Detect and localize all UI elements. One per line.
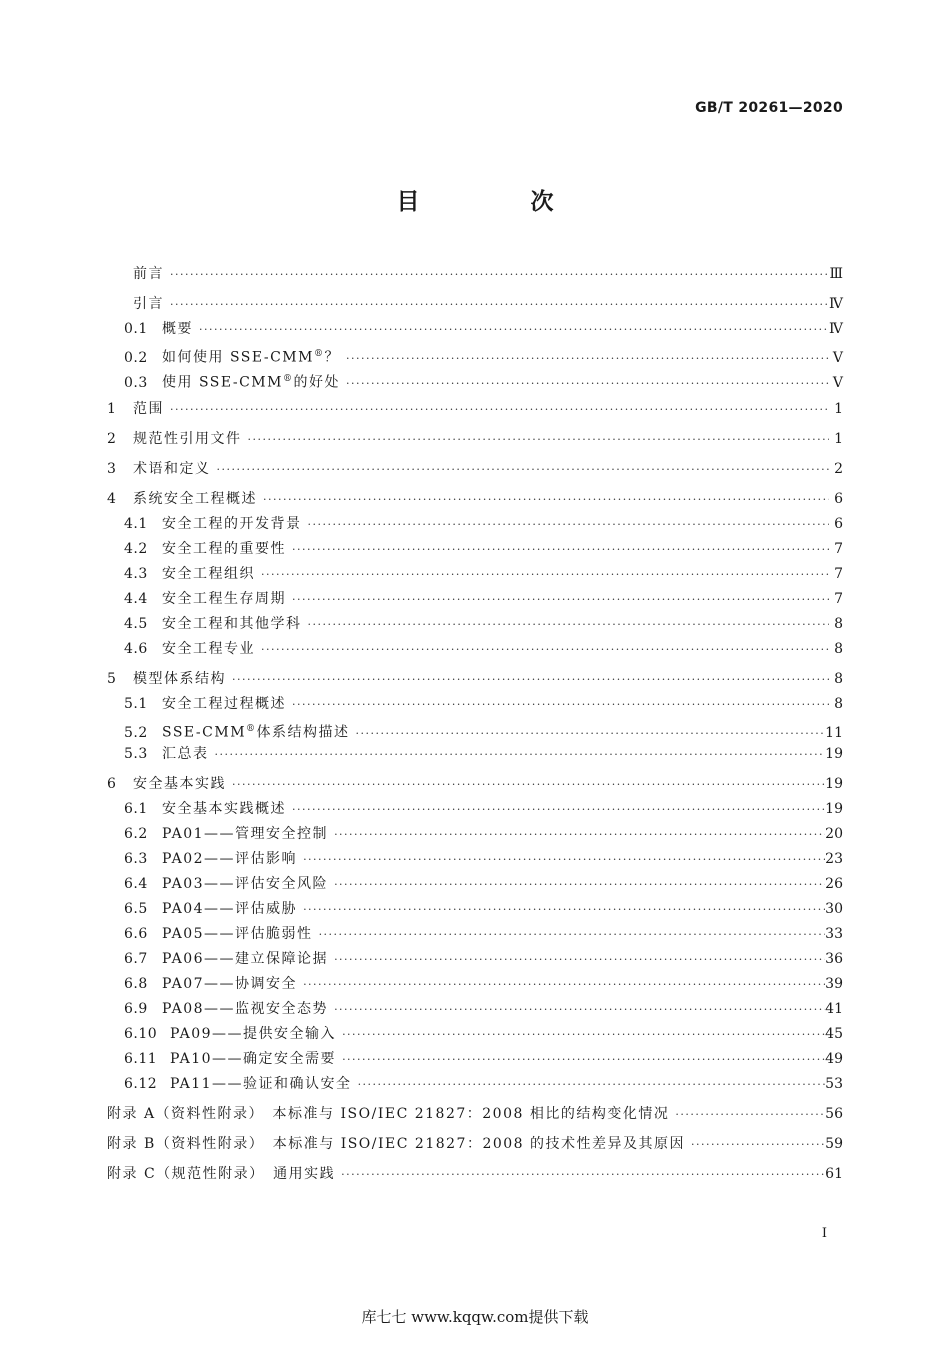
- toc-entry-page: 19: [825, 801, 843, 817]
- table-of-contents: [107, 262, 843, 1187]
- toc-entry[interactable]: [107, 897, 843, 922]
- toc-dot-leader: [259, 637, 829, 662]
- toc-entry-page: 39: [825, 976, 843, 992]
- toc-entry-page: 23: [825, 851, 843, 867]
- toc-entry[interactable]: [107, 397, 843, 422]
- toc-entry-number: 4.2: [124, 541, 148, 557]
- toc-dot-leader: [332, 947, 825, 972]
- toc-entry[interactable]: [107, 1047, 843, 1072]
- toc-entry-label: 安全工程的开发背景: [162, 516, 302, 532]
- toc-entry-number: 4.5: [124, 616, 148, 632]
- toc-entry-page: 19: [825, 776, 843, 792]
- toc-entry-label: 模型体系结构: [133, 671, 226, 687]
- toc-entry-label: 系统安全工程概述: [133, 491, 257, 507]
- toc-entry[interactable]: [107, 427, 843, 452]
- toc-entry[interactable]: [107, 537, 843, 562]
- toc-entry-number: 5.1: [124, 696, 148, 712]
- toc-entry-number: 4.6: [124, 641, 148, 657]
- toc-entry-label: 汇总表: [162, 746, 209, 762]
- toc-dot-leader: [306, 612, 830, 637]
- toc-dot-leader: [332, 822, 825, 847]
- toc-entry-label: PA06——建立保障论据: [162, 951, 329, 967]
- toc-entry[interactable]: [107, 872, 843, 897]
- toc-entry-page: Ⅳ: [829, 321, 843, 337]
- toc-entry-page: 59: [825, 1136, 843, 1152]
- toc-entry-number: 6.8: [124, 976, 148, 992]
- standard-number: GB/T 20261—2020: [695, 100, 843, 116]
- toc-entry[interactable]: [107, 997, 843, 1022]
- toc-entry[interactable]: [107, 922, 843, 947]
- toc-entry[interactable]: [107, 1022, 843, 1047]
- toc-entry-page: Ⅴ: [832, 349, 843, 366]
- toc-dot-leader: [339, 1162, 825, 1187]
- toc-entry-number: 6.5: [124, 901, 148, 917]
- toc-entry[interactable]: [107, 1132, 843, 1157]
- toc-entry[interactable]: [107, 487, 843, 512]
- toc-dot-leader: [673, 1102, 825, 1127]
- toc-entry[interactable]: [107, 317, 843, 342]
- toc-entry-page: 56: [825, 1106, 843, 1122]
- toc-entry[interactable]: [107, 637, 843, 662]
- toc-dot-leader: [230, 772, 825, 797]
- toc-dot-leader: [215, 457, 830, 482]
- toc-entry-page: 6: [834, 516, 843, 532]
- toc-entry-number: 1: [107, 401, 117, 417]
- toc-dot-leader: [340, 1022, 825, 1047]
- toc-entry-label: SSE-CMM®体系结构描述: [162, 724, 350, 741]
- toc-entry-label: 安全工程的重要性: [162, 541, 286, 557]
- toc-entry[interactable]: [107, 667, 843, 692]
- toc-entry-number: 6.2: [124, 826, 148, 842]
- toc-entry-page: 49: [825, 1051, 843, 1067]
- toc-entry-label: PA05——评估脆弱性: [162, 926, 313, 942]
- toc-entry[interactable]: [107, 822, 843, 847]
- toc-entry-number: 6.10: [124, 1026, 158, 1042]
- toc-entry[interactable]: [107, 292, 843, 317]
- toc-entry-number: 6.4: [124, 876, 148, 892]
- toc-entry-label: 术语和定义: [133, 461, 211, 477]
- toc-entry-page: 1: [834, 431, 843, 447]
- toc-dot-leader: [344, 346, 829, 371]
- toc-dot-leader: [261, 487, 829, 512]
- toc-entry-number: 2: [107, 431, 117, 447]
- toc-entry[interactable]: [107, 972, 843, 997]
- toc-entry-label: 安全工程组织: [162, 566, 255, 582]
- toc-entry[interactable]: [107, 692, 843, 717]
- toc-dot-leader: [306, 512, 830, 537]
- toc-entry-page: 53: [825, 1076, 843, 1092]
- toc-entry-page: 8: [834, 616, 843, 632]
- toc-entry-label: PA09——提供安全输入: [170, 1026, 337, 1042]
- toc-entry[interactable]: [107, 742, 843, 767]
- toc-entry[interactable]: [107, 562, 843, 587]
- toc-entry-page: 30: [825, 901, 843, 917]
- toc-entry-label: PA02——评估影响: [162, 851, 298, 867]
- toc-entry-label: PA10——确定安全需要: [170, 1051, 337, 1067]
- toc-entry-number: 0.2: [124, 349, 148, 366]
- toc-entry-label: 附录 B（资料性附录） 本标准与 ISO/IEC 21827：2008 的技术性差异及其原因: [107, 1136, 686, 1152]
- toc-entry[interactable]: [107, 342, 843, 367]
- toc-entry-page: Ⅳ: [829, 296, 843, 312]
- toc-entry-number: 0.3: [124, 374, 148, 391]
- toc-entry-page: 19: [825, 746, 843, 762]
- toc-entry-label: 范围: [133, 401, 164, 417]
- toc-entry-label: 使用 SSE-CMM®的好处: [162, 374, 340, 391]
- toc-entry[interactable]: [107, 1102, 843, 1127]
- toc-entry[interactable]: [107, 847, 843, 872]
- toc-dot-leader: [356, 1072, 826, 1097]
- toc-entry[interactable]: [107, 262, 843, 287]
- toc-entry[interactable]: [107, 587, 843, 612]
- toc-dot-leader: [290, 692, 829, 717]
- toc-dot-leader: [301, 972, 825, 997]
- toc-entry[interactable]: [107, 772, 843, 797]
- toc-dot-leader: [290, 797, 825, 822]
- toc-dot-leader: [168, 262, 829, 287]
- toc-entry-page: 41: [825, 1001, 843, 1017]
- toc-entry-label: PA07——协调安全: [162, 976, 298, 992]
- toc-entry[interactable]: [107, 1072, 843, 1097]
- toc-entry-label: PA01——管理安全控制: [162, 826, 329, 842]
- toc-entry-label: PA04——评估威胁: [162, 901, 298, 917]
- toc-entry[interactable]: [107, 797, 843, 822]
- toc-entry-page: 61: [825, 1166, 843, 1182]
- toc-entry-number: 0.1: [124, 321, 148, 337]
- toc-entry-page: 7: [834, 591, 843, 607]
- footer-watermark-text: 库七七 www.kqqw.com提供下载: [361, 1308, 589, 1326]
- toc-entry[interactable]: [107, 457, 843, 482]
- toc-dot-leader: [332, 872, 825, 897]
- toc-entry-page: 45: [825, 1026, 843, 1042]
- toc-entry-page: 33: [825, 926, 843, 942]
- page-number: I: [821, 1226, 827, 1241]
- toc-dot-leader: [340, 1047, 825, 1072]
- toc-dot-leader: [301, 897, 825, 922]
- toc-entry[interactable]: [107, 1162, 843, 1187]
- toc-entry-label: 前言: [133, 266, 164, 282]
- toc-dot-leader: [290, 537, 829, 562]
- toc-entry-label: 概要: [162, 321, 193, 337]
- toc-entry[interactable]: [107, 367, 843, 392]
- toc-entry-number: 6.7: [124, 951, 148, 967]
- toc-entry-number: 5.3: [124, 746, 148, 762]
- toc-entry-page: 36: [825, 951, 843, 967]
- toc-entry-label: PA11——验证和确认安全: [170, 1076, 352, 1092]
- toc-entry-number: 6.6: [124, 926, 148, 942]
- toc-entry-page: 7: [834, 541, 843, 557]
- toc-entry-number: 6.12: [124, 1076, 158, 1092]
- toc-entry-page: 8: [834, 671, 843, 687]
- toc-dot-leader: [168, 397, 829, 422]
- toc-entry-number: 6.9: [124, 1001, 148, 1017]
- toc-entry-page: 11: [825, 724, 843, 741]
- toc-entry-label: 安全工程过程概述: [162, 696, 286, 712]
- toc-entry-number: 4.1: [124, 516, 148, 532]
- toc-entry-page: 1: [834, 401, 843, 417]
- toc-dot-leader: [301, 847, 825, 872]
- toc-dot-leader: [197, 317, 829, 342]
- toc-entry-page: 20: [825, 826, 843, 842]
- page-title: 目 次: [396, 189, 598, 215]
- toc-entry-page: 26: [825, 876, 843, 892]
- toc-dot-leader: [689, 1132, 825, 1157]
- toc-dot-leader: [168, 292, 829, 317]
- toc-entry-page: Ⅴ: [832, 374, 843, 391]
- toc-entry-number: 3: [107, 461, 117, 477]
- toc-entry-number: 4: [107, 491, 117, 507]
- toc-entry-page: 8: [834, 696, 843, 712]
- toc-entry-label: PA03——评估安全风险: [162, 876, 329, 892]
- toc-entry-page: 8: [834, 641, 843, 657]
- toc-entry-label: 附录 A（资料性附录） 本标准与 ISO/IEC 21827：2008 相比的结构变化情况: [107, 1106, 670, 1122]
- toc-entry-number: 6.1: [124, 801, 148, 817]
- toc-entry-label: 安全工程专业: [162, 641, 255, 657]
- toc-dot-leader: [317, 922, 826, 947]
- toc-entry[interactable]: [107, 717, 843, 742]
- toc-entry-number: 6.11: [124, 1051, 158, 1067]
- toc-entry-number: 5: [107, 671, 117, 687]
- toc-dot-leader: [344, 371, 829, 396]
- toc-entry-number: 6.3: [124, 851, 148, 867]
- toc-entry[interactable]: [107, 512, 843, 537]
- toc-dot-leader: [246, 427, 830, 452]
- toc-entry-label: 安全基本实践: [133, 776, 226, 792]
- toc-entry-number: 4.3: [124, 566, 148, 582]
- toc-entry[interactable]: [107, 612, 843, 637]
- toc-dot-leader: [259, 562, 829, 587]
- toc-entry-label: PA08——监视安全态势: [162, 1001, 329, 1017]
- toc-entry-page: Ⅲ: [829, 266, 843, 282]
- toc-entry-page: 7: [834, 566, 843, 582]
- toc-entry-label: 安全工程和其他学科: [162, 616, 302, 632]
- toc-entry-number: 4.4: [124, 591, 148, 607]
- toc-entry-label: 安全工程生存周期: [162, 591, 286, 607]
- toc-entry[interactable]: [107, 947, 843, 972]
- toc-entry-label: 安全基本实践概述: [162, 801, 286, 817]
- toc-dot-leader: [230, 667, 829, 692]
- toc-entry-page: 2: [834, 461, 843, 477]
- toc-entry-label: 引言: [133, 296, 164, 312]
- toc-dot-leader: [213, 742, 826, 767]
- toc-entry-label: 附录 C（规范性附录） 通用实践: [107, 1166, 336, 1182]
- toc-entry-label: 规范性引用文件: [133, 431, 242, 447]
- toc-entry-number: 6: [107, 776, 117, 792]
- toc-dot-leader: [332, 997, 825, 1022]
- toc-dot-leader: [290, 587, 829, 612]
- toc-entry-page: 6: [834, 491, 843, 507]
- toc-entry-number: 5.2: [124, 724, 148, 741]
- toc-entry-label: 如何使用 SSE-CMM®？: [162, 349, 340, 366]
